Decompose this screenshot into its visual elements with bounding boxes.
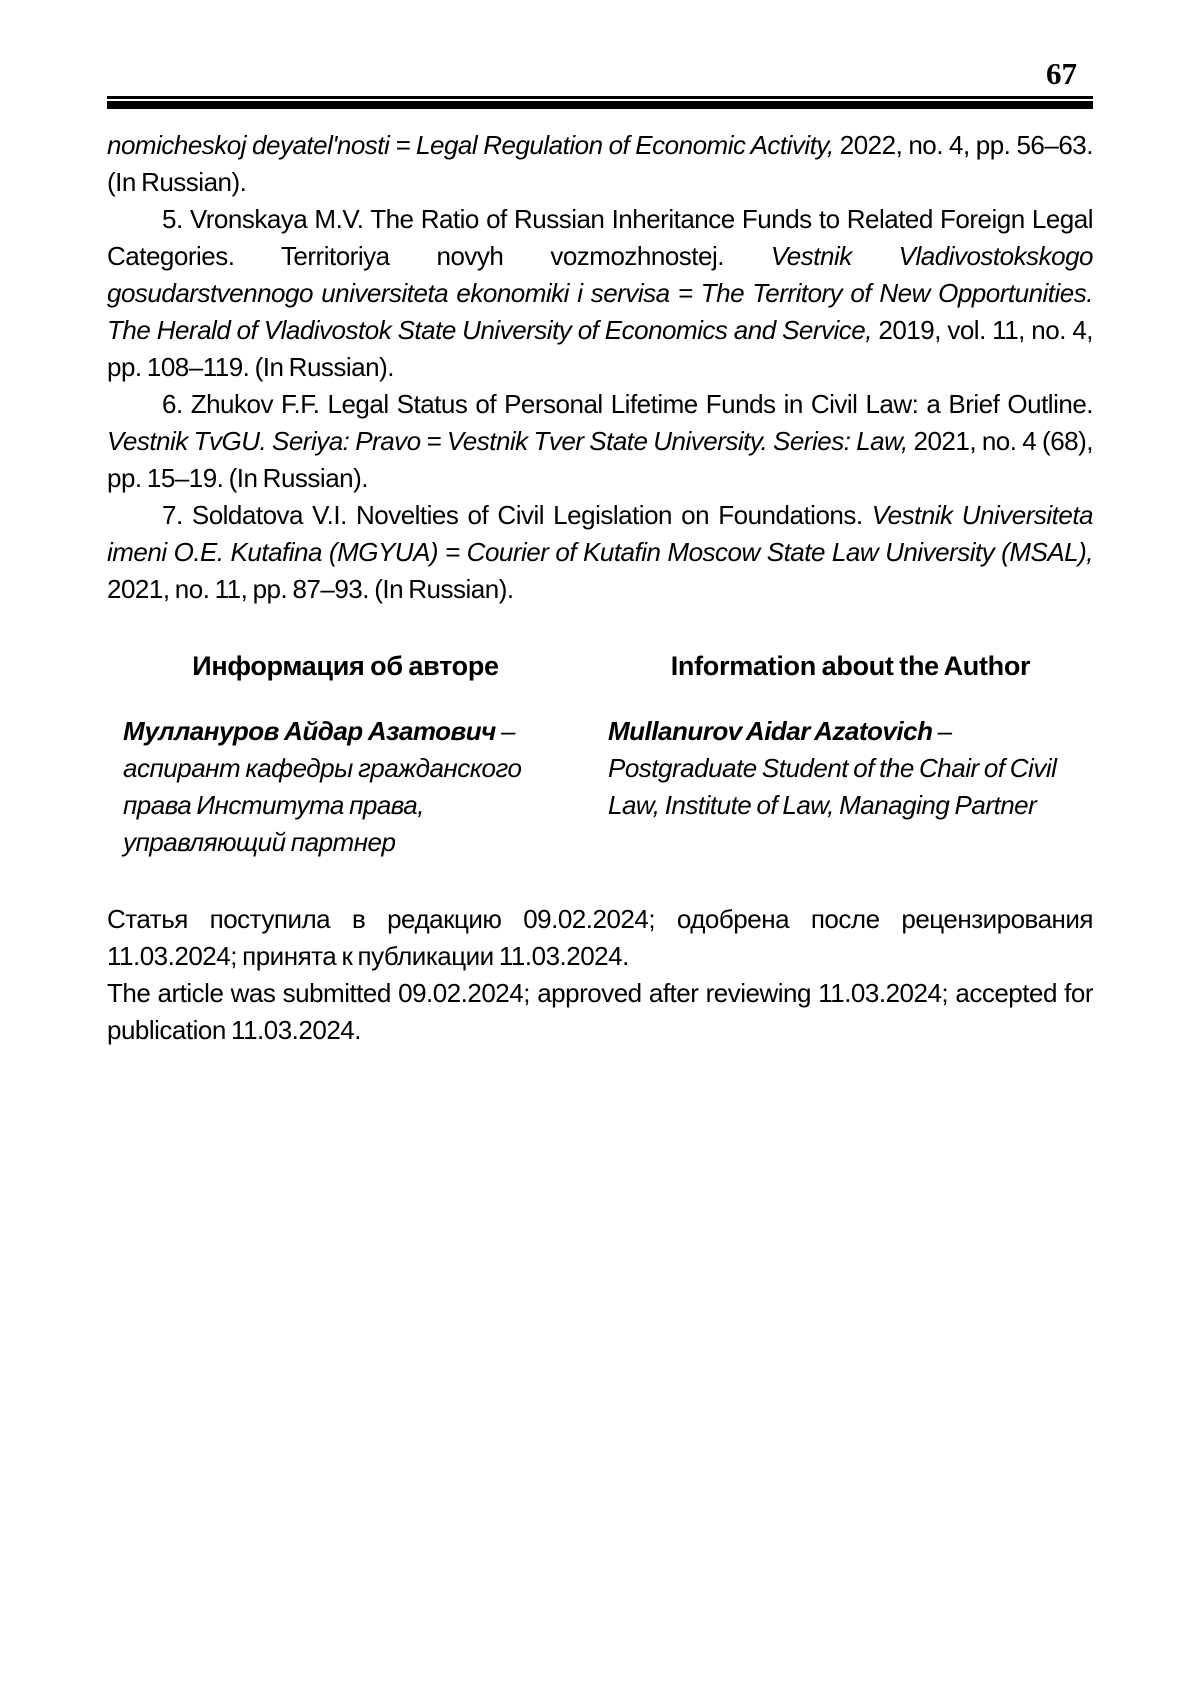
submission-dates-en: The article was submitted 09.02.2024; approved after reviewing 11.03.2024; accepted for publication 11.03.2024. <box>107 978 1093 1045</box>
reference-continuation-tail: 2022, no. 4, pp. 56–63. (In Russian). <box>107 130 1093 197</box>
author-name-ru: Муллануров Айдар Азатович <box>123 716 496 746</box>
reference-item-6 <box>107 386 1093 497</box>
author-info-heading-en: Information about the Author <box>670 651 1031 681</box>
author-info-section <box>107 648 1093 861</box>
reference-6-tail: 2021, no. 4 (68), pp. 15–19. (In Russian). <box>107 426 1094 493</box>
author-description-ru: аспирант кафедры гражданского права Института права, управляющий партнер <box>123 753 522 857</box>
reference-item-7 <box>107 497 1093 608</box>
reference-5-tail: 2019, vol. 11, no. 4, pp. 108–119. (In Russian). <box>107 315 1093 382</box>
reference-item-5 <box>107 201 1093 386</box>
header-rule-thick-line <box>107 101 1093 109</box>
author-info-column-ru <box>107 648 568 861</box>
author-separator-ru: – <box>495 716 515 746</box>
page-body <box>107 127 1093 1049</box>
author-info-column-en <box>608 648 1093 861</box>
reference-continuation <box>107 127 1093 201</box>
page-number: 67 <box>1046 56 1077 91</box>
author-info-heading-ru: Информация об авторе <box>192 651 499 681</box>
reference-7-lead: 7. Soldatova V.I. Novelties of Civil Legislation on Foundations. <box>162 500 872 530</box>
author-separator-en: – <box>932 716 952 746</box>
reference-5-source: Vestnik Vladivostokskogo gosudarstvennogo universiteta ekonomiki i servisa = The Territory of New Opportunities. The Herald of Vladivostok State University of Economics and Service, <box>107 241 1093 345</box>
reference-continuation-source: nomicheskoj deyatel'nosti = Legal Regulation of Economic Activity, <box>107 130 834 160</box>
author-block-ru <box>123 713 568 861</box>
reference-7-tail: 2021, no. 11, pp. 87–93. (In Russian). <box>107 574 514 604</box>
submission-dates-section <box>107 901 1093 1049</box>
reference-7-source: Vestnik Universiteta imeni O.E. Kutafina (MGYUA) = Courier of Kutafin Moscow State Law University (MSAL), <box>107 500 1094 567</box>
page-header <box>107 58 1093 109</box>
reference-5-lead: 5. Vronskaya M.V. The Ratio of Russian Inheritance Funds to Related Foreign Legal Categories. Territoriya novyh vozmozhnostej. <box>107 204 1093 271</box>
author-description-en: Postgraduate Student of the Chair of Civil Law, Institute of Law, Managing Partner <box>608 753 1057 820</box>
reference-6-lead: 6. Zhukov F.F. Legal Status of Personal Lifetime Funds in Civil Law: a Brief Outline. <box>162 389 1093 419</box>
reference-6-source: Vestnik TvGU. Seriya: Pravo = Vestnik Tver State University. Series: Law, <box>107 426 908 456</box>
submission-dates-ru: Статья поступила в редакцию 09.02.2024; одобрена после рецензирования 11.03.2024; принята к публикации 11.03.2024. <box>107 904 1093 971</box>
author-block-en <box>608 713 1093 824</box>
header-rule <box>107 96 1093 109</box>
author-name-en: Mullanurov Aidar Azatovich <box>608 716 933 746</box>
